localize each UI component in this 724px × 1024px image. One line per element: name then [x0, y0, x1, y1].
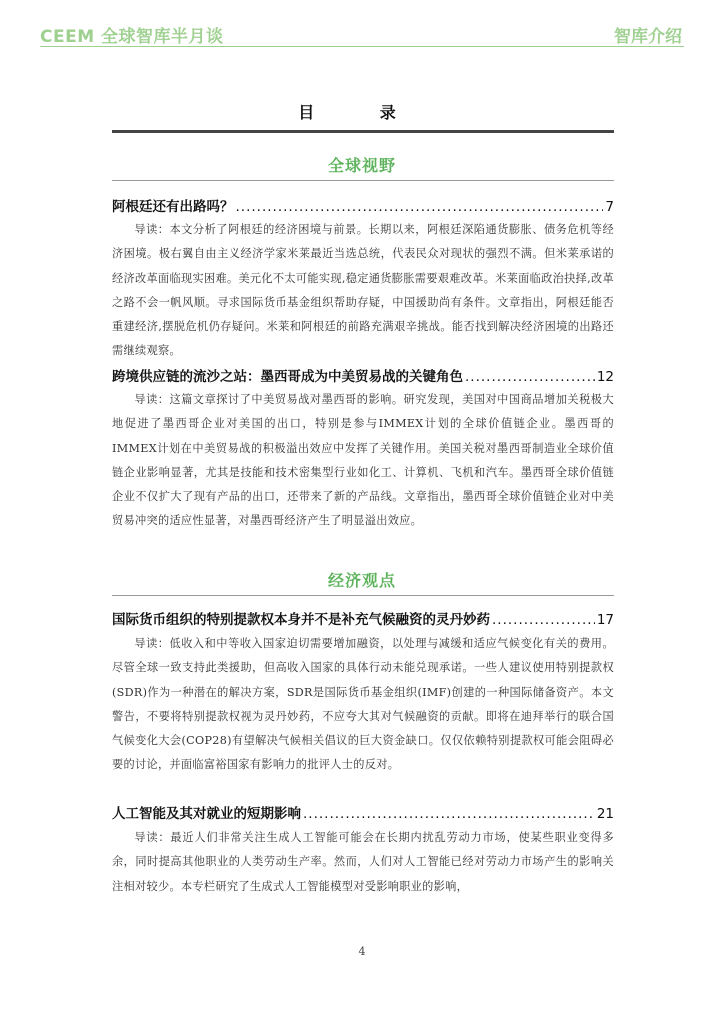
toc-entry-title[interactable]: 国际货币组织的特别提款权本身并不是补充气候融资的灵丹妙药 [112, 612, 490, 628]
toc-entry-title[interactable]: 跨境供应链的流沙之站：墨西哥成为中美贸易战的关键角色 [112, 369, 463, 385]
section-heading-economic-views: 经济观点 [327, 571, 396, 590]
toc-entry-title[interactable]: 人工智能及其对就业的短期影响 [112, 806, 301, 822]
section-rule [112, 180, 614, 181]
header-divider [40, 46, 684, 47]
toc-entry-page[interactable]: 7 [605, 199, 614, 215]
toc-entry-page[interactable]: 12 [596, 369, 614, 385]
toc-leader-dots [303, 806, 595, 822]
toc-entry[interactable] [112, 802, 614, 822]
toc-entry-summary: 导读：本文分析了阿根廷的经济困境与前景。长期以来，阿根廷深陷通货膨胀、债务危机等经济困境。极右翼自由主义经济学家米莱最近当选总统，代表民众对现状的强烈不满。但米莱承诺的经济改革面临现实困难。美元化不太可能实现,稳定通货膨胀需要艰难改革。米莱面临政治抉择,改革之路不会一帆风顺。寻求国际货币基金组织帮助存疑，中国援助尚有条件。文章指出，阿根廷能否重建经济,摆脱危机仍存疑问。米莱和阿根廷的前路充满艰辛挑战。能否找到解决经济困境的出路还需继续观察。 [112, 223, 614, 358]
toc-title-rule [112, 130, 614, 133]
toc-entry[interactable] [112, 608, 614, 628]
toc-title: 目 录 [298, 103, 426, 122]
toc-entry[interactable] [112, 195, 614, 215]
toc-entry[interactable] [112, 365, 614, 385]
header-publication-title: CEEM 全球智库半月谈 [40, 27, 224, 47]
page-number: 4 [358, 945, 366, 958]
toc-leader-dots [465, 369, 595, 385]
toc-entry-summary: 导读：低收入和中等收入国家迫切需要增加融资，以处理与减缓和适应气候变化有关的费用。尽管全球一致支持此类援助，但高收入国家的具体行动未能兑现承诺。一些人建议使用特别提款权(SDR)作为一种潜在的解决方案，SDR是国际货币基金组织(IMF)创建的一种国际储备资产。本文警告，不要将特别提款权视为灵丹妙药，不应夸大其对气候融资的贡献。即将在迪拜举行的联合国气候变化大会(COP28)有望解决气候相关倡议的巨大资金缺口。仅仅依赖特别提款权可能会阻碍必要的讨论，并面临富裕国家有影响力的批评人士的反对。 [112, 637, 614, 772]
toc-leader-dots [492, 612, 595, 628]
section-heading-global-vision: 全球视野 [327, 156, 396, 175]
toc-entry-page[interactable]: 21 [596, 806, 614, 822]
toc-entry-summary: 导读：最近人们非常关注生成人工智能可能会在长期内扰乱劳动力市场，使某些职业变得多余，同时提高其他职业的人类劳动生产率。然而，人们对人工智能已经对劳动力市场产生的影响关注相对较少。本专栏研究了生成式人工智能模型对受影响职业的影响， [112, 831, 614, 893]
toc-entry-page[interactable]: 17 [596, 612, 614, 628]
header-section-title: 智库介绍 [614, 27, 682, 47]
toc-entry-title[interactable]: 阿根廷还有出路吗？ [112, 199, 234, 215]
section-rule [112, 595, 614, 596]
toc-leader-dots [236, 199, 604, 215]
toc-entry-summary: 导读：这篇文章探讨了中美贸易战对墨西哥的影响。研究发现，美国对中国商品增加关税极大地促进了墨西哥企业对美国的出口，特别是参与IMMEX计划的全球价值链企业。墨西哥的IMMEX计划在中美贸易战的积极溢出效应中发挥了关键作用。美国关税对墨西哥制造业全球价值链企业影响显著，尤其是技能和技术密集型行业如化工、计算机、飞机和汽车。墨西哥全球价值链企业不仅扩大了现有产品的出口，还带来了新的产品线。文章指出，墨西哥全球价值链企业对中美贸易冲突的适应性显著，对墨西哥经济产生了明显溢出效应。 [112, 393, 614, 528]
page-header [0, 0, 724, 48]
